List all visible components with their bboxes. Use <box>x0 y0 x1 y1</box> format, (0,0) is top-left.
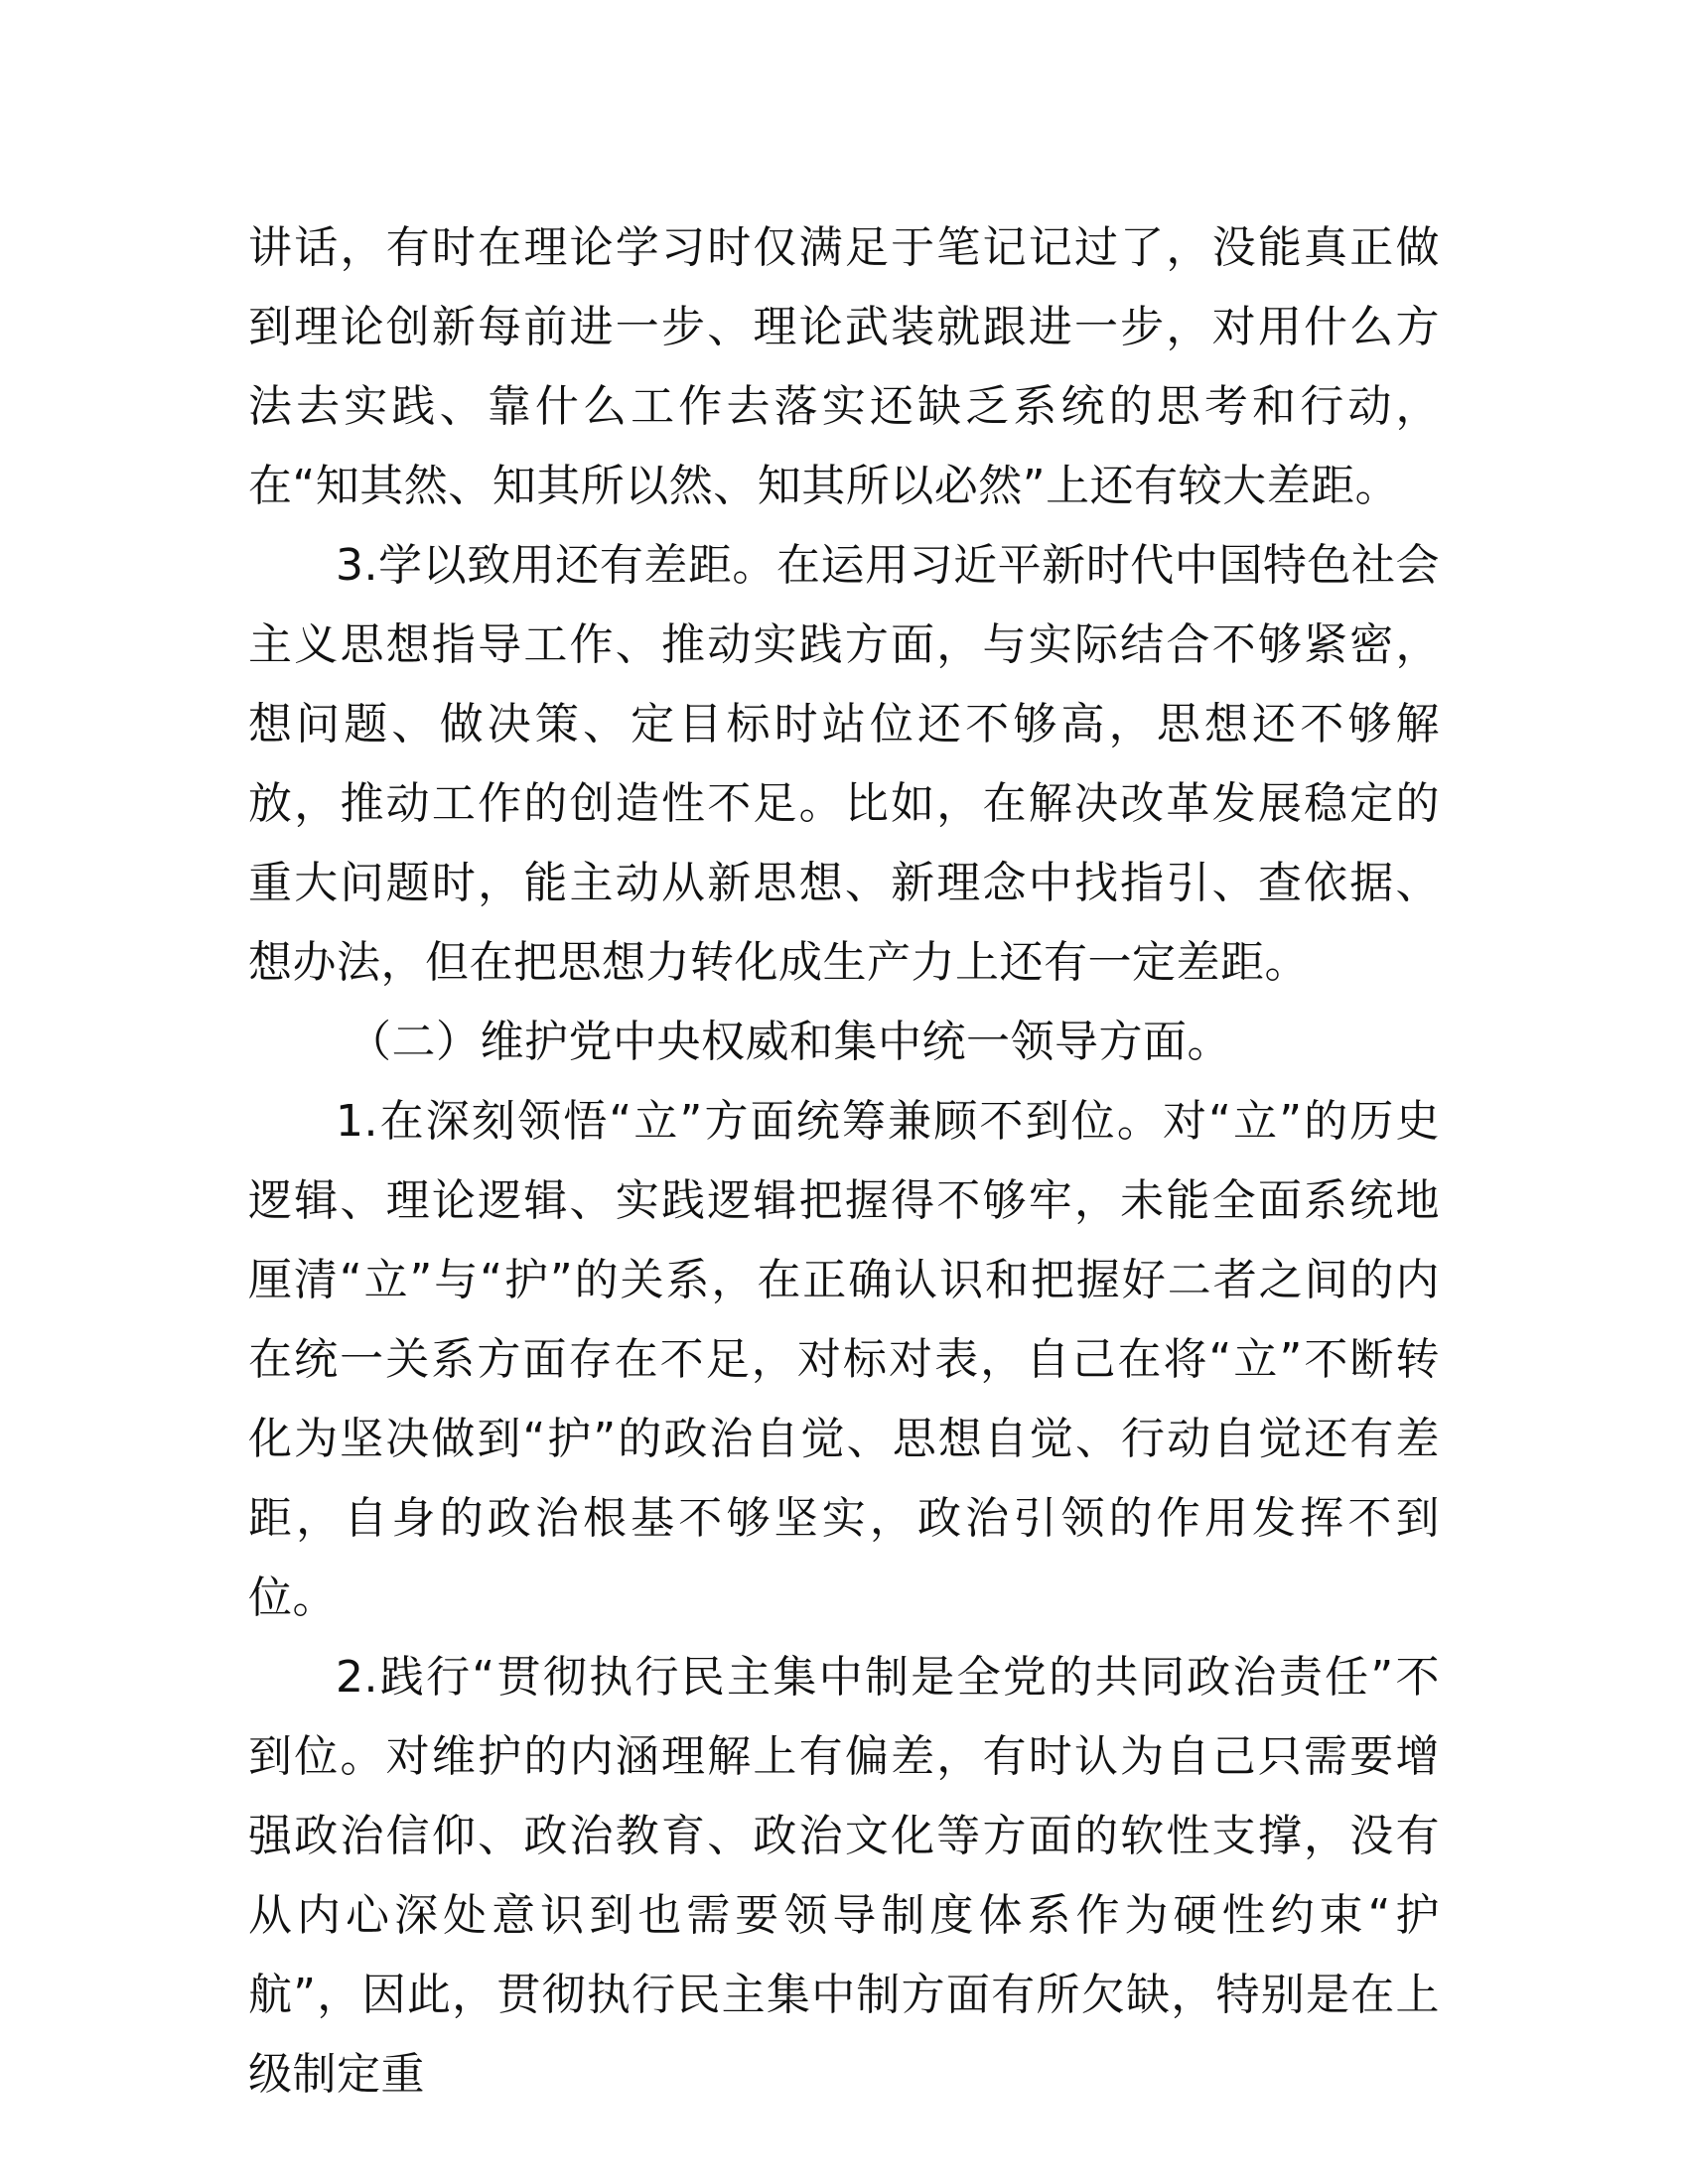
paragraph-continuation: 讲话，有时在理论学习时仅满足于笔记记过了，没能真正做到理论创新每前进一步、理论武装就跟进一步，对用什么方法去实践、靠什么工作去落实还缺乏系统的思考和行动，在“知其然、知其所以然、知其所以必然”上还有较大差距。 <box>248 222 1440 511</box>
paragraph-item-2: 2.践行“贯彻执行民主集中制是全党的共同政治责任”不到位。对维护的内涵理解上有偏差，有时认为自己只需要增强政治信仰、政治教育、政治文化等方面的软性支撑，没有从内心深处意识到也需要领导制度体系作为硬性约束“护航”，因此，贯彻执行民主集中制方面有所欠缺，特别是在上级制定重 <box>248 1652 1440 2100</box>
paragraph-item-1: 1.在深刻领悟“立”方面统筹兼顾不到位。对“立”的历史逻辑、理论逻辑、实践逻辑把握得不够牢，未能全面系统地厘清“立”与“护”的关系，在正确认识和把握好二者之间的内在统一关系方面存在不足，对标对表，自己在将“立”不断转化为坚决做到“护”的政治自觉、思想自觉、行动自觉还有差距，自身的政治根基不够坚实，政治引领的作用发挥不到位。 <box>248 1096 1440 1623</box>
paragraph-item-3: 3.学以致用还有差距。在运用习近平新时代中国特色社会主义思想指导工作、推动实践方面，与实际结合不够紧密，想问题、做决策、定目标时站位还不够高，思想还不够解放，推动工作的创造性不足。比如，在解决改革发展稳定的重大问题时，能主动从新思想、新理念中找指引、查依据、想办法，但在把思想力转化成生产力上还有一定差距。 <box>248 540 1440 988</box>
document-body <box>248 208 1440 2115</box>
section-heading: （二）维护党中央权威和集中统一领导方面。 <box>348 1017 1231 1067</box>
